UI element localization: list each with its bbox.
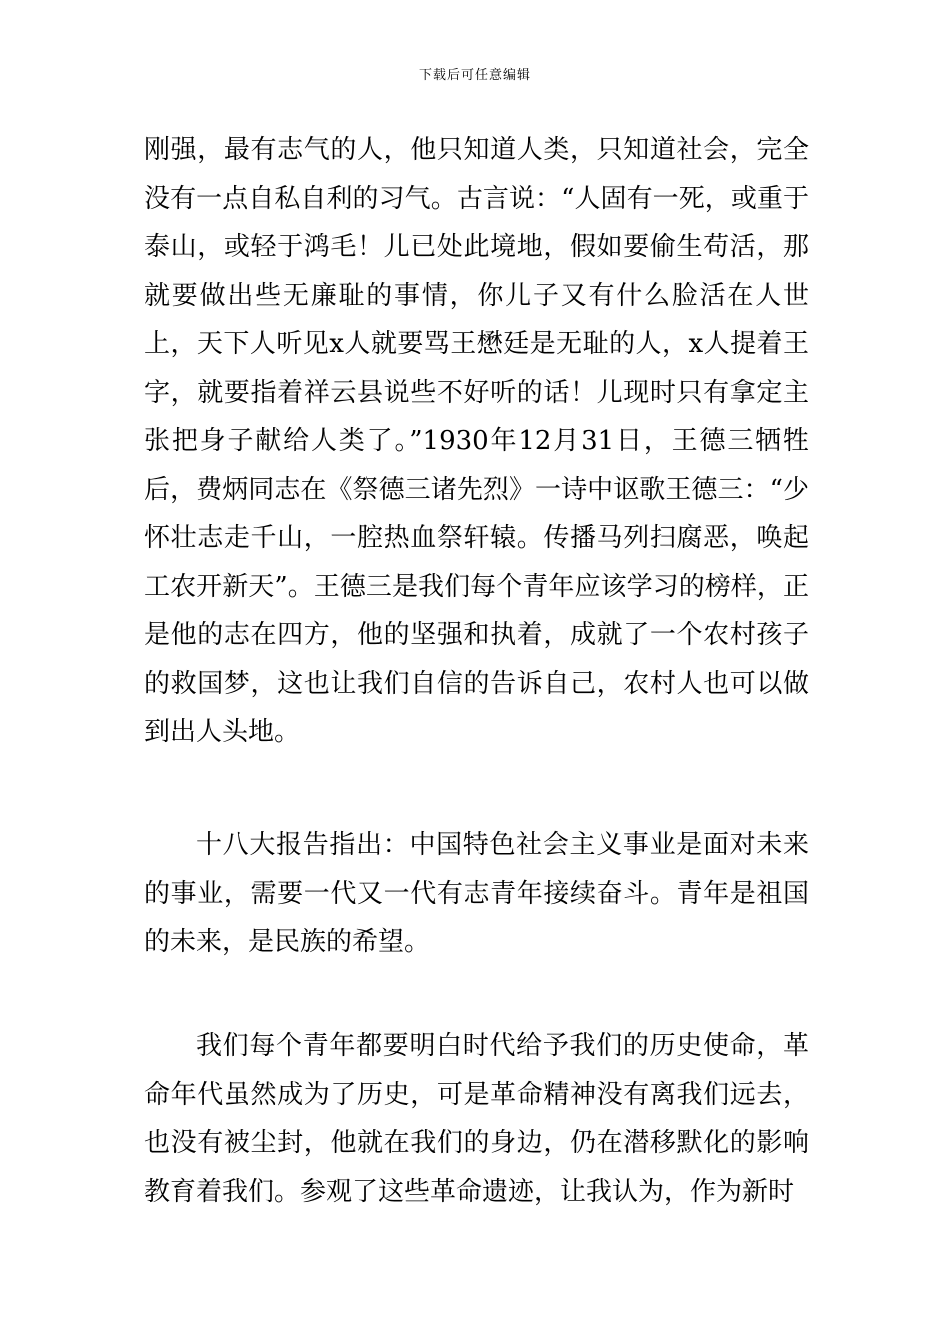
paragraph-1: 刚强，最有志气的人，他只知道人类，只知道社会，完全没有一点自私自利的习气。古言说：“人固有一死，或重于泰山，或轻于鸿毛！儿已处此境地，假如要偷生苟活，那就要做出些无廉耻的事情，你儿子又有什么脸活在人世上，天下人听见x人就要骂王懋廷是无耻的人，x人提着王字，就要指着祥云县说些不好听的话！儿现时只有拿定主张把身子献给人类了。”1930年12月31日，王德三牺牲后，费炳同志在《祭德三诸先烈》一诗中讴歌王德三：“少怀壮志走千山，一腔热血祭轩辕。传播马列扫腐恶，唤起工农开新天”。王德三是我们每个青年应该学习的榜样，正是他的志在四方，他的坚强和执着，成就了一个农村孩子的救国梦，这也让我们自信的告诉自己，农村人也可以做到出人头地。 — [144, 135, 809, 747]
paragraph-2: 十八大报告指出：中国特色社会主义事业是面对未来的事业，需要一代又一代有志青年接续奋斗。青年是祖国的未来，是民族的希望。 — [144, 830, 809, 957]
page-header: 下载后可任意编辑 — [418, 68, 531, 83]
paragraph-3: 我们每个青年都要明白时代给予我们的历史使命，革命年代虽然成为了历史，可是革命精神没有离我们远去，也没有被尘封，他就在我们的身边，仍在潜移默化的影响教育着我们。参观了这些革命遗迹，让我认为，作为新时 — [144, 1031, 809, 1207]
